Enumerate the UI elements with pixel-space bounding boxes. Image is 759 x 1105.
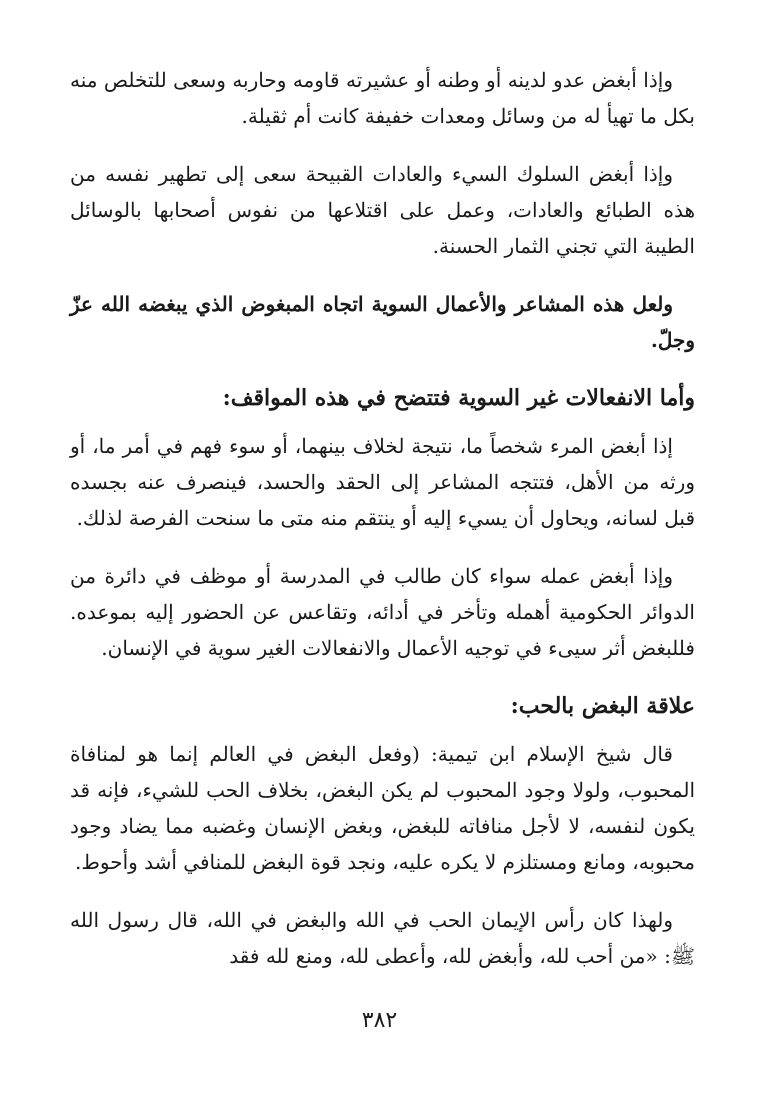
heading-hate-love-relation: علاقة البغض بالحب: bbox=[510, 693, 695, 719]
page-number: ٣٨٢ bbox=[361, 1008, 398, 1033]
paragraph-ibn-taymiyyah-quote: قال شيخ الإسلام ابن تيمية: (وفعل البغض في العالم إنما هو لمنافاة المحبوب، ولولا وجود المحبوب لم يكن البغض، بخلاف الحب للشيء، فإنه قد يكون لنفسه، لا لأجل منافاته للبغض، وبغض الإنسان وغضبه مما يضاد وجود محبوبه، ومانع ومستلزم لا يكره عليه، ونجد قوة البغض للمنافي أشد وأحوط. bbox=[70, 742, 696, 874]
paragraph-hadith: ولهذا كان رأس الإيمان الحب في الله والبغض في الله، قال رسول الله ﷺ: «من أحب لله، وأبغض لله، وأعطى لله، ومنع لله فقد bbox=[70, 908, 695, 968]
paragraph-enemy-hatred: وإذا أبغض عدو لدينه أو وطنه أو عشيرته قاومه وحاربه وسعى للتخلص منه بكل ما تهيأ له من وسائل ومعدات خفيفة كانت أم ثقيلة. bbox=[70, 68, 695, 128]
paragraph-proper-feelings: ولعل هذه المشاعر والأعمال السوية اتجاه المبغوض الذي يبغضه الله عزّ وجلّ. bbox=[70, 292, 695, 352]
paragraph-work-hatred: وإذا أبغض عمله سواء كان طالب في المدرسة أو موظف في دائرة من الدوائر الحكومية أهمله وتأخر في أدائه، وتقاعس عن الحضور إليه بموعده. فللبغض أثر سيىء في توجيه الأعمال والانفعالات الغير سوية في الإنسان. bbox=[70, 564, 695, 660]
document-page bbox=[70, 62, 695, 996]
heading-improper-emotions: وأما الانفعالات غير السوية فتتضح في هذه المواقف: bbox=[222, 385, 695, 411]
paragraph-person-hatred: إذا أبغض المرء شخصاً ما، نتيجة لخلاف بينهما، أو سوء فهم في أمر ما، أو ورثه من الأهل، فتتجه المشاعر إلى الحقد والحسد، فينصرف عنه بجسده قبل لسانه، ويحاول أن يسيء إليه أو ينتقم منه متى ما سنحت الفرصة لذلك. bbox=[70, 434, 695, 530]
paragraph-bad-habits: وإذا أبغض السلوك السيء والعادات القبيحة سعى إلى تطهير نفسه من هذه الطبائع والعادات، وعمل على اقتلاعها من نفوس أصحابها بالوسائل الطيبة التي تجني الثمار الحسنة. bbox=[70, 162, 695, 258]
